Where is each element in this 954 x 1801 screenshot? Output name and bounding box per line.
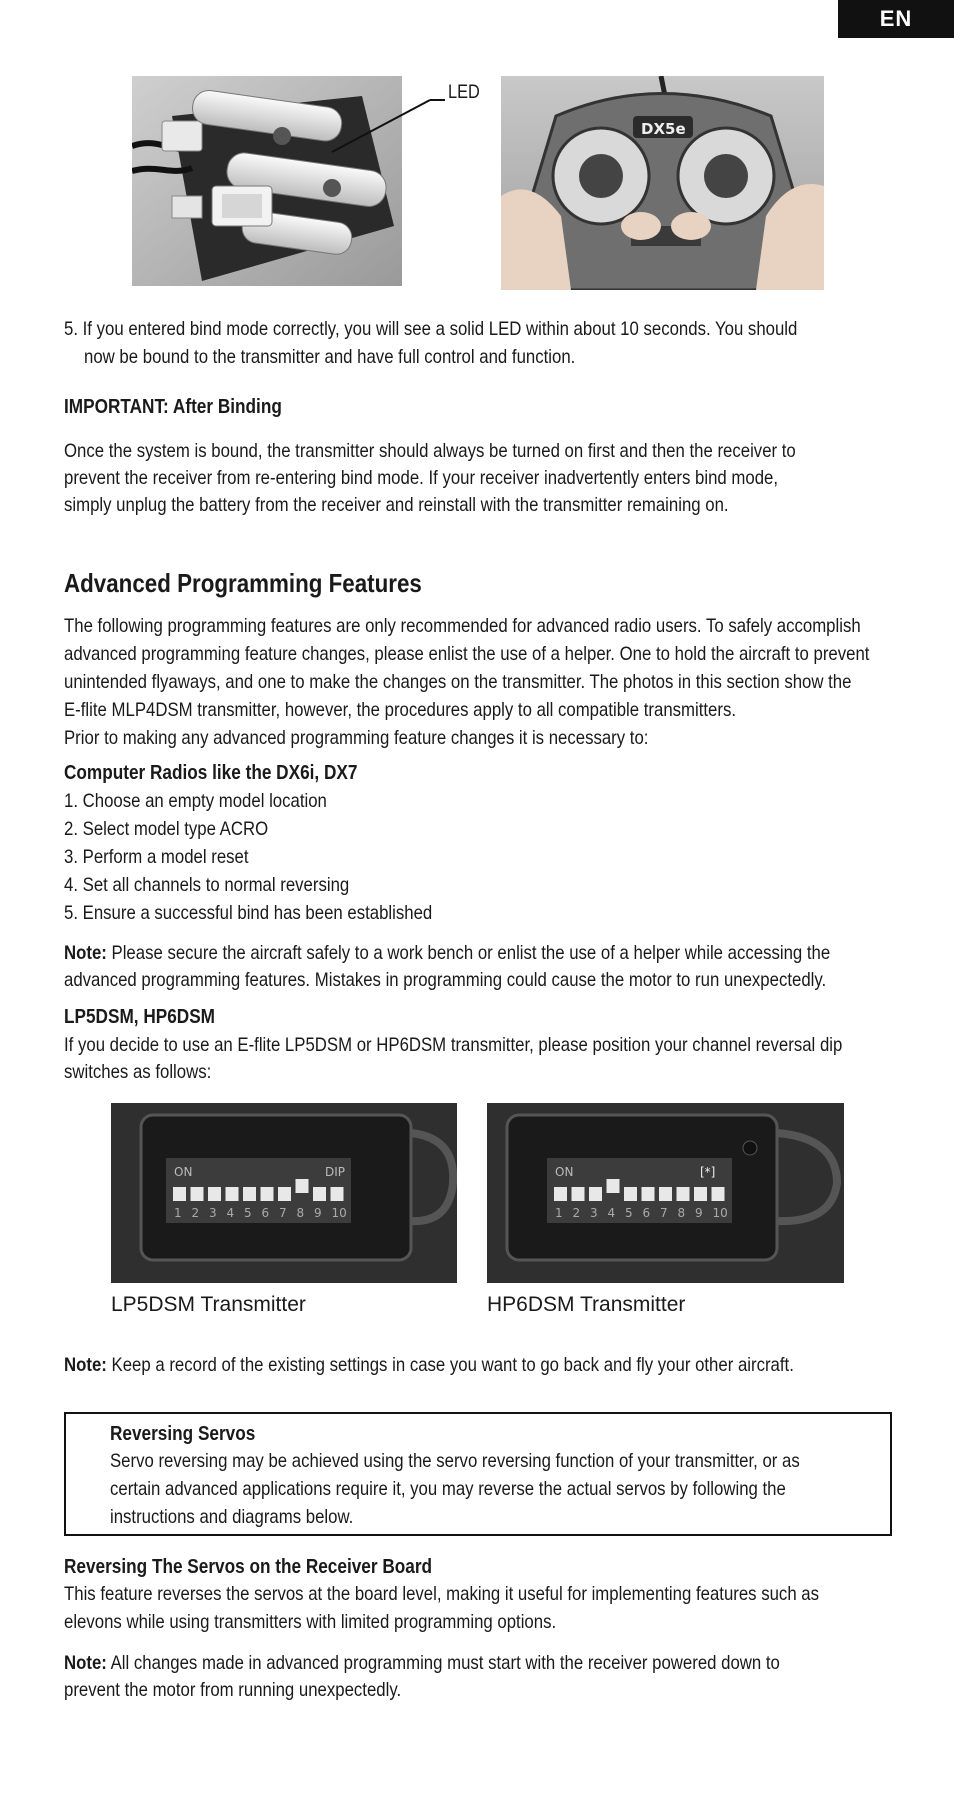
dip-switch-number: 2: [572, 1206, 581, 1220]
transmitter-illustration: [501, 76, 824, 290]
dip-switch: [226, 1187, 239, 1201]
hp6dsm-dip-photo: [487, 1103, 844, 1283]
advanced-line1: The following programming features are only recommended for advanced radio users. To safely accomplish: [64, 615, 861, 637]
dip-mark-text: [*]: [700, 1165, 716, 1179]
note2-text: Keep a record of the existing settings in case you want to go back and fly your other aircraft.: [106, 1354, 794, 1376]
dip-switch-number: 4: [226, 1206, 235, 1220]
dip-switch: [712, 1187, 725, 1201]
dip-switch-number: 5: [625, 1206, 633, 1220]
dip-switch: [331, 1187, 344, 1201]
lp5dsm-caption: LP5DSM Transmitter: [111, 1293, 306, 1316]
dip-switch-number: 5: [244, 1206, 252, 1220]
dip-switch: [642, 1187, 655, 1201]
dip-switch-number: 10: [712, 1206, 728, 1220]
dip-switch: [313, 1187, 326, 1201]
dip-switch: [173, 1187, 186, 1201]
dip-switch: [191, 1187, 204, 1201]
step5-line2: now be bound to the transmitter and have full control and function.: [84, 346, 576, 368]
dip-switch-number: 2: [191, 1206, 200, 1220]
lp5dsm-dip-photo: [111, 1103, 457, 1283]
dip-switch-number: 6: [642, 1206, 651, 1220]
dip-switch: [607, 1179, 620, 1193]
computer-radios-item: 2. Select model type ACRO: [64, 818, 269, 840]
note1-line2: advanced programming features. Mistakes in programming could cause the motor to run unexpectedly.: [64, 969, 827, 991]
dip-switch-number: 6: [261, 1206, 270, 1220]
dip-switch-number: 1: [174, 1206, 182, 1220]
dip-switch: [694, 1187, 707, 1201]
hp6dsm-dip-illustration: [487, 1103, 844, 1283]
note2-label: Note:: [64, 1354, 107, 1376]
dip-switch-number: 9: [695, 1206, 703, 1220]
transmitter-photo: [501, 76, 824, 290]
dip-switch-number: 10: [331, 1206, 347, 1220]
dip-switch-number: 7: [279, 1206, 287, 1220]
dip-label-text: DIP: [325, 1165, 346, 1179]
note3-line1: [64, 1650, 780, 1677]
dip-switch-number: 1: [555, 1206, 563, 1220]
dip-switch: [589, 1187, 602, 1201]
step5-line1: 5. If you entered bind mode correctly, you will see a solid LED within about 10 seconds. You should: [64, 318, 798, 340]
dip-on-text: ON: [555, 1165, 574, 1179]
dip-switch: [296, 1179, 309, 1193]
reversing-servos-line1: Servo reversing may be achieved using the servo reversing function of your transmitter, or as: [110, 1450, 800, 1472]
reversing-servos-line3: instructions and diagrams below.: [110, 1506, 354, 1528]
dip-switch-number: 3: [209, 1206, 217, 1220]
reversing-servos-line2: certain advanced applications require it, you may reverse the actual servos by following the: [110, 1478, 786, 1500]
dip-switch: [677, 1187, 690, 1201]
after-binding-line1: Once the system is bound, the transmitter should always be turned on first and then the receiver to: [64, 440, 796, 462]
receiver-board-line1: This feature reverses the servos at the board level, making it useful for implementing features such as: [64, 1583, 820, 1605]
note1-text: Please secure the aircraft safely to a work bench or enlist the use of a helper while accessing the: [106, 942, 831, 964]
after-binding-line2: prevent the receiver from re-entering bind mode. If your receiver inadvertently enters bind mode,: [64, 467, 779, 489]
receiver-board-line2: elevons while using transmitters with limited programming options.: [64, 1611, 557, 1633]
svg-text:DX5e: DX5e: [641, 120, 686, 138]
dip-switch-number: 7: [660, 1206, 668, 1220]
dip-on-text: ON: [174, 1165, 193, 1179]
computer-radios-item: 1. Choose an empty model location: [64, 790, 327, 812]
hp6dsm-caption: HP6DSM Transmitter: [487, 1293, 686, 1316]
advanced-line2: advanced programming feature changes, please enlist the use of a helper. One to hold the aircraft to prevent: [64, 643, 870, 665]
dip-switch-number: 3: [590, 1206, 598, 1220]
computer-radios-item: 5. Ensure a successful bind has been established: [64, 902, 433, 924]
dip-switch: [261, 1187, 274, 1201]
dip-switch: [208, 1187, 221, 1201]
reversing-servos-heading: Reversing Servos: [110, 1423, 256, 1445]
note2-line: [64, 1352, 794, 1379]
advanced-line3: unintended flyaways, and one to make the changes on the transmitter. The photos in this section show the: [64, 671, 852, 693]
language-tab: EN: [838, 0, 954, 38]
after-binding-line3: simply unplug the battery from the receiver and reinstall with the transmitter remaining on.: [64, 494, 729, 516]
note3-label: Note:: [64, 1652, 107, 1674]
dip-switch: [554, 1187, 567, 1201]
dip-switch-number: 4: [607, 1206, 616, 1220]
advanced-heading: Advanced Programming Features: [64, 568, 422, 598]
advanced-line4: E-flite MLP4DSM transmitter, however, the procedures apply to all compatible transmitters.: [64, 699, 737, 721]
dip-switch: [243, 1187, 256, 1201]
computer-radios-item: 4. Set all channels to normal reversing: [64, 874, 350, 896]
note1-label: Note:: [64, 942, 107, 964]
computer-radios-item: 3. Perform a model reset: [64, 846, 249, 868]
dip-switch: [278, 1187, 291, 1201]
led-label: LED: [448, 82, 480, 103]
advanced-line5: Prior to making any advanced programming feature changes it is necessary to:: [64, 727, 649, 749]
note3-text: All changes made in advanced programming must start with the receiver powered down to: [106, 1652, 780, 1674]
dip-switch: [659, 1187, 672, 1201]
receiver-board-heading: Reversing The Servos on the Receiver Board: [64, 1556, 433, 1578]
dip-switch: [624, 1187, 637, 1201]
dip-switch-number: 8: [296, 1206, 305, 1220]
dip-switch-number: 9: [314, 1206, 322, 1220]
lp5-line2: switches as follows:: [64, 1061, 212, 1083]
dip-switch-number: 8: [677, 1206, 686, 1220]
note3-line2: prevent the motor from running unexpectedly.: [64, 1679, 402, 1701]
note1-line1: [64, 940, 830, 967]
after-binding-heading: IMPORTANT: After Binding: [64, 396, 282, 418]
led-callout-line: [330, 90, 450, 160]
computer-radios-heading: Computer Radios like the DX6i, DX7: [64, 762, 358, 784]
lp5-heading: LP5DSM, HP6DSM: [64, 1006, 216, 1028]
lp5dsm-dip-illustration: [111, 1103, 457, 1283]
dip-switch: [572, 1187, 585, 1201]
lp5-line1: If you decide to use an E-flite LP5DSM or HP6DSM transmitter, please position your channel reversal dip: [64, 1034, 843, 1056]
